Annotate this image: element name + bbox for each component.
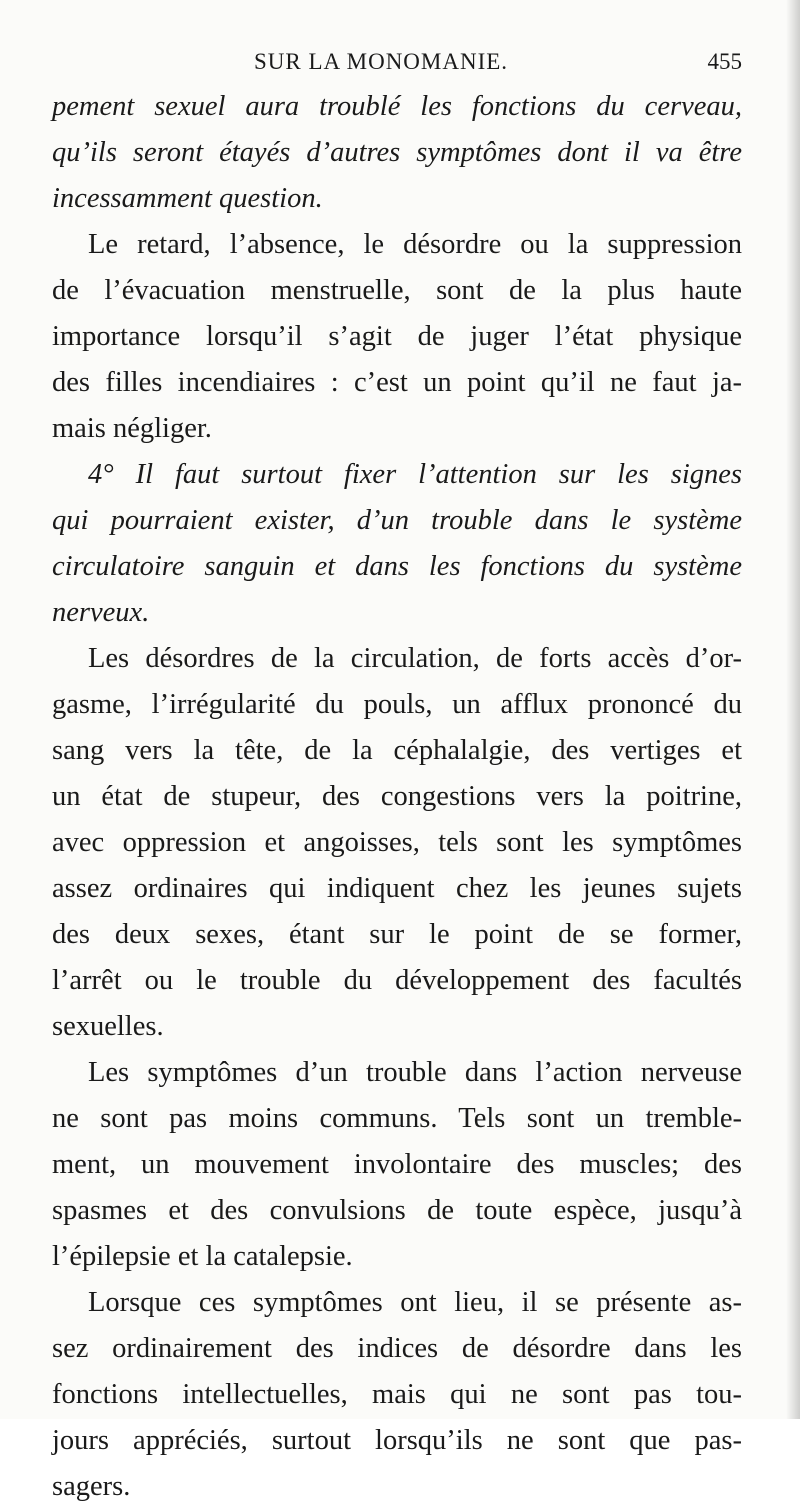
paragraph-menstruation: [52, 222, 742, 452]
text-line: ment, un mouvement involontaire des muscles; des: [52, 1149, 742, 1180]
paragraph-nervous-action: [52, 1050, 742, 1280]
text-line: spasmes et des convulsions de toute espèce, jusqu’à: [52, 1195, 742, 1226]
text-line: 4° Il faut surtout fixer l’attention sur les signes: [88, 459, 742, 490]
text-line: sagers.: [52, 1471, 131, 1502]
text-line: des deux sexes, étant sur le point de se former,: [52, 919, 742, 950]
text-line: l’épilepsie et la catalepsie.: [52, 1241, 353, 1272]
text-line: sez ordinairement des indices de désordre dans les: [52, 1333, 742, 1364]
text-line: Lorsque ces symptômes ont lieu, il se présente as-: [88, 1287, 742, 1318]
text-line: Les symptômes d’un trouble dans l’action nerveuse: [88, 1057, 742, 1088]
text-line: nerveux.: [52, 597, 150, 628]
running-title: SUR LA MONOMANIE.: [254, 49, 509, 74]
text-line: un état de stupeur, des congestions vers la poitrine,: [52, 781, 742, 812]
page-edge-shadow: [786, 0, 800, 1419]
text-line: Les désordres de la circulation, de forts accès d’or-: [88, 643, 742, 674]
text-line: fonctions intellectuelles, mais qui ne sont pas tou-: [52, 1379, 742, 1410]
page-number: 455: [707, 49, 742, 74]
text-line: des filles incendiaires : c’est un point qu’il ne faut ja-: [52, 367, 742, 398]
running-head: [60, 42, 742, 82]
body-text: [52, 84, 742, 1510]
text-line: sang vers la tête, de la céphalalgie, des vertiges et: [52, 735, 742, 766]
text-line: mais négliger.: [52, 413, 212, 444]
text-line: ne sont pas moins communs. Tels sont un tremble-: [52, 1103, 742, 1134]
text-line: qui pourraient exister, d’un trouble dans le système: [52, 505, 742, 536]
text-line: sexuelles.: [52, 1011, 164, 1042]
text-line: jours appréciés, surtout lorsqu’ils ne sont que pas-: [52, 1425, 742, 1456]
text-line: incessamment question.: [52, 183, 323, 214]
paragraph-circulation: [52, 636, 742, 1050]
text-line: Le retard, l’absence, le désordre ou la suppression: [88, 229, 742, 260]
text-line: qu’ils seront étayés d’autres symptômes dont il va être: [52, 137, 742, 168]
paragraph-rule-4: [52, 452, 742, 636]
text-line: gasme, l’irrégularité du pouls, un afflux prononcé du: [52, 689, 742, 720]
text-line: de l’évacuation menstruelle, sont de la plus haute: [52, 275, 742, 306]
text-line: avec oppression et angoisses, tels sont les symptômes: [52, 827, 742, 858]
text-line: pement sexuel aura troublé les fonctions du cerveau,: [52, 91, 742, 122]
paragraph-continuation: [52, 84, 742, 222]
paragraph-intellectual-functions: [52, 1280, 742, 1510]
text-line: circulatoire sanguin et dans les fonctions du système: [52, 551, 742, 582]
text-line: importance lorsqu’il s’agit de juger l’état physique: [52, 321, 742, 352]
text-line: l’arrêt ou le trouble du développement des facultés: [52, 965, 742, 996]
text-line: assez ordinaires qui indiquent chez les jeunes sujets: [52, 873, 742, 904]
